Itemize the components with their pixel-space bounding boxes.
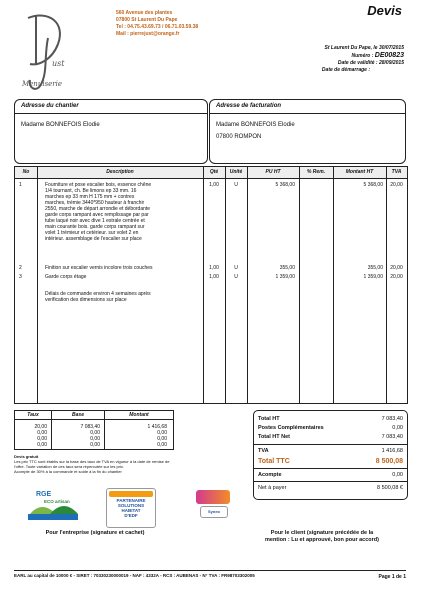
company-email: Mail : pierrejust@orange.fr: [116, 31, 180, 37]
net-label: Net à payer: [258, 485, 287, 491]
edf-line: D'EDF: [124, 513, 138, 518]
validity-row: [322, 60, 404, 67]
delivery-note-line: verification des dimensions sur place: [45, 297, 127, 303]
company-city: 07800 St Laurent Du Pape: [116, 17, 178, 23]
postes-row: [258, 424, 403, 433]
header-description: Description: [106, 169, 134, 175]
ttc-label: Total TTC: [258, 458, 290, 465]
number-label: Numéro :: [351, 53, 374, 59]
row-1-desc-line: 1/4 tournant, ch. Be limons ep 33 mm. 16: [45, 188, 137, 194]
company-phone: Tel : 04.75.43.69.73 / 06.71.03.59.38: [116, 24, 199, 30]
tva-row: [258, 447, 403, 456]
tax-summary-table: [14, 410, 174, 450]
tax-header-rate: Taux: [15, 411, 52, 420]
row-2-no: 2: [19, 265, 22, 271]
rge-label: RGE: [36, 491, 52, 498]
number-row: [322, 52, 404, 60]
row-2-unit: U: [234, 265, 238, 271]
row-1-amount: 5 368,00: [363, 182, 383, 188]
row-1-description: [45, 182, 201, 242]
header-qty: Qté: [209, 169, 219, 175]
client-signature-line: mention : Lu et approuvé, bon pour accord): [265, 537, 379, 543]
net-row: [258, 484, 403, 493]
billing-address-box: [209, 99, 406, 164]
row-3-amount: 1 359,00: [363, 274, 383, 280]
billing-address-name: Madame BONNEFOIS Elodie: [216, 122, 295, 128]
rge-sublabel: ECO artisan: [44, 499, 70, 504]
tax-amount: 1 416,68: [147, 424, 167, 430]
tax-rate: 0,00: [37, 442, 47, 448]
company-signature-label: Pour l'entreprise (signature et cachet): [45, 530, 145, 536]
delivery-note: [45, 291, 201, 303]
edf-line: SOLUTIONS: [117, 503, 145, 508]
row-1-desc-line: main courante bois. garde corps rampant sur: [45, 224, 145, 230]
edf-line: HABITAT: [121, 508, 141, 513]
rge-badge: [22, 490, 84, 524]
tax-header-amount: Montant: [105, 411, 173, 420]
tax-rate: 0,00: [37, 436, 47, 442]
syneo-label: Syneo: [200, 506, 228, 518]
validity-label: Date de validité :: [337, 60, 378, 66]
total-ht-net-row: [258, 433, 403, 442]
page-number: Page 1 de 1: [378, 574, 406, 580]
row-1-desc-line: intérieur. assemblage de l'escalier sur place: [45, 236, 142, 242]
row-3-no: 3: [19, 274, 22, 280]
document-number: DE00823: [374, 52, 404, 59]
row-1-tva: 20,00: [390, 182, 403, 188]
total-ht-row: [258, 415, 403, 424]
row-1-desc-line: marches ep 33 mm H 175 mm + contres: [45, 194, 135, 200]
header-no: No: [22, 169, 30, 175]
delivery-note-line: Délais de commande environ 4 semaines après: [45, 291, 151, 297]
company-address: 560 Avenue des plantes: [116, 10, 173, 16]
document-meta: [322, 45, 404, 74]
header-pu-ht: PU HT: [265, 169, 281, 175]
company-logo: [18, 8, 82, 94]
ttc-value: 8 500,08: [375, 458, 403, 465]
row-1-desc-line: marches, trémie 3440*950 hauteur à franchir: [45, 200, 145, 206]
acompte-value: 0,00: [392, 472, 403, 478]
start-row: [322, 67, 370, 74]
edf-line: PARTENAIRE: [116, 498, 146, 503]
header-discount: % Rem.: [306, 169, 326, 175]
row-1-desc-line: 2550, marche de départ arrondie et débordante: [45, 206, 151, 212]
items-table: [14, 166, 408, 404]
footer-legal: EARL au capital de 10000 € - SIRET : 70330230000019 - NAF : 4332A - RCS : AUBENAS - N° TVA : FR98703302005: [14, 573, 255, 578]
total-ht-net-value: 7 083,40: [381, 434, 403, 440]
row-1-unit: U: [234, 182, 238, 188]
row-1-desc-line: Fourniture et pose escalier bois, essence chêne: [45, 182, 152, 188]
total-ht-net-label: Total HT Net: [258, 434, 290, 440]
row-3-qty: 1,00: [209, 274, 219, 280]
row-1-qty: 1,00: [209, 182, 219, 188]
header-tva: TVA: [391, 169, 402, 175]
row-1-desc-line: tube laqué noir avec dive 1 estrale centrée et: [45, 218, 145, 224]
place-date: St Laurent Du Pape, le 30/07/2015: [324, 45, 404, 51]
client-signature-label: [238, 530, 406, 544]
tax-base: 0,00: [90, 442, 100, 448]
tax-base: 0,00: [90, 436, 100, 442]
svg-text:ust: ust: [52, 59, 65, 68]
tax-rate: 0,00: [37, 430, 47, 436]
terms-title: Devis gratuit: [14, 454, 39, 459]
tva-label: TVA: [258, 448, 269, 454]
row-2-qty: 1,00: [209, 265, 219, 271]
totals-box: [253, 410, 408, 500]
company-info: [116, 10, 198, 38]
tax-amount: 0,00: [157, 430, 167, 436]
row-3-tva: 20,00: [390, 274, 403, 280]
header-unit: Unité: [229, 169, 243, 175]
site-address-header: Adresse du chantier: [15, 100, 207, 114]
logo-text: Menuiserie: [22, 80, 63, 88]
site-address-box: [14, 99, 208, 164]
terms-notes: [14, 454, 250, 474]
postes-value: 0,00: [392, 425, 403, 431]
row-3-description: Garde corps étage: [45, 274, 87, 280]
total-ht-label: Total HT: [258, 416, 280, 422]
tax-amount: 0,00: [157, 442, 167, 448]
row-2-tva: 20,00: [390, 265, 403, 271]
syneo-badge: [196, 490, 230, 520]
tva-value: 1 416,68: [381, 448, 403, 454]
edf-partner-badge: [106, 488, 156, 528]
ttc-row: [258, 457, 403, 466]
row-1-no: 1: [19, 182, 22, 188]
row-3-unit: U: [234, 274, 238, 280]
terms-line: l'offre. Toute variation de ces taux sera répercutée sur les prix.: [14, 464, 125, 469]
total-ht-value: 7 083,40: [381, 416, 403, 422]
acompte-label: Acompte: [258, 472, 282, 478]
start-label: Date de démarrage :: [321, 67, 370, 73]
validity-date: 28/09/2015: [378, 60, 404, 66]
billing-address-header: Adresse de facturation: [210, 100, 405, 114]
row-1-desc-line: garde corps rampant avec remplissage par par: [45, 212, 149, 218]
site-address-name: Madame BONNEFOIS Elodie: [21, 122, 100, 128]
tax-header-base: Base: [52, 411, 105, 420]
acompte-row: [258, 471, 403, 480]
tax-base: 7 083,40: [80, 424, 100, 430]
client-signature-line: Pour le client (signature précédée de la: [270, 530, 374, 536]
tax-rate: 20,00: [34, 424, 47, 430]
document-title: Devis: [367, 3, 402, 18]
billing-address-city: 07800 ROMPON: [216, 134, 262, 140]
terms-line: Acompte de 30% à la commande et solde à la fin du chantier: [14, 469, 122, 474]
header-amount-ht: Montant HT: [345, 169, 374, 175]
row-2-pu: 355,00: [279, 265, 295, 271]
terms-line: Les prix TTC sont établis sur la base des taux de TVA en vigueur à la date de remise de: [14, 459, 170, 464]
postes-label: Postes Complémentaires: [258, 425, 324, 431]
footer: [14, 570, 406, 578]
rge-logo-icon: [22, 490, 84, 524]
row-1-pu: 5 368,00: [275, 182, 295, 188]
tax-amount: 0,00: [157, 436, 167, 442]
row-3-pu: 1 359,00: [275, 274, 295, 280]
tax-base: 0,00: [90, 430, 100, 436]
row-2-amount: 355,00: [367, 265, 383, 271]
row-1-desc-line: volet 1 trémieur et cetérieur. sur volet 2 en: [45, 230, 139, 236]
net-value: 8 500,08 €: [377, 485, 403, 491]
row-2-description: Finition sur escalier vernis incolore trois couches: [45, 265, 153, 271]
